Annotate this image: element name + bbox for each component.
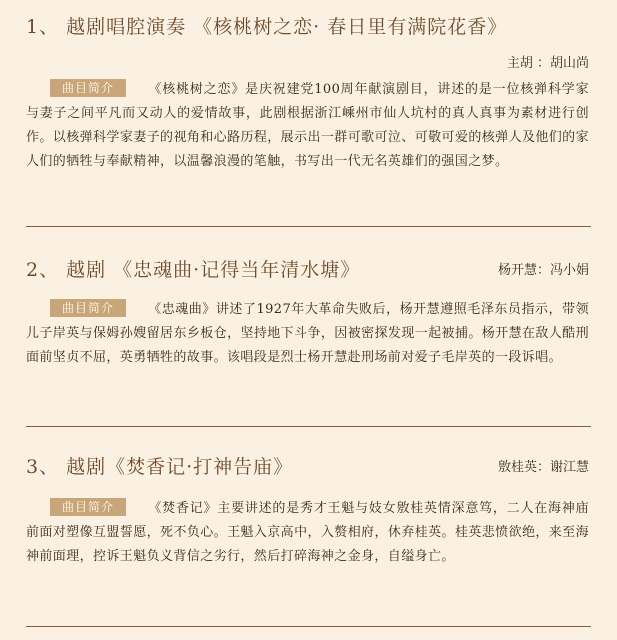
program-description-block [26,497,589,569]
intro-tag: 曲目简介 [50,498,126,516]
section-divider [26,626,591,627]
program-title: 1、 越剧唱腔演奏 《核桃树之恋· 春日里有满院花香》 [26,16,508,38]
program-description: 《忠魂曲》讲述了1927年大革命失败后，杨开慧遵照毛泽东员指示，带领儿子岸英与保姆孙嫂留居东乡板仓，坚持地下斗争，因被密探发现一起被捕。杨开慧在敌人酷刑面前坚贞不屈，英勇牺牲的故事。该唱段是烈士杨开慧赴刑场前对爱子毛岸英的一段诉唱。 [26,302,589,365]
program-performer: 敫桂英：谢江慧 [497,460,589,475]
section-divider [26,426,591,427]
program-description-block [26,298,589,370]
intro-tag: 曲目简介 [50,299,126,317]
program-title: 3、 越剧《焚香记·打神告庙》 [26,456,294,478]
intro-tag: 曲目简介 [50,79,126,97]
program-description: 《核桃树之恋》是庆祝建党100周年献演剧目，讲述的是一位核弹科学家与妻子之间平凡而又动人的爱情故事，此剧根据浙江嵊州市仙人坑村的真人真事为素材进行创作。以核弹科学家妻子的视角和心路历程，展示出一群可歌可泣、可敬可爱的核弹人及他们的家人们的牺牲与奉献精神，以温馨浪漫的笔触，书写出一代无名英雄们的强国之梦。 [26,82,589,169]
program-description-block [26,78,589,174]
program-performer: 主胡 ：胡山尚 [506,56,589,71]
program-performer: 杨开慧：冯小娟 [497,263,589,278]
program-title: 2、 越剧 《忠魂曲·记得当年清水塘》 [26,259,361,281]
section-divider [26,226,591,227]
program-description: 《焚香记》主要讲述的是秀才王魁与妓女敫桂英情深意笃，二人在海神庙前面对塑像互盟誓愿，死不负心。王魁入京高中，入赘相府，休弃桂英。桂英悲愤欲绝，来至海神前面理，控诉王魁负义背信之劣行，然后打碎海神之金身，自缢身亡。 [26,501,589,564]
